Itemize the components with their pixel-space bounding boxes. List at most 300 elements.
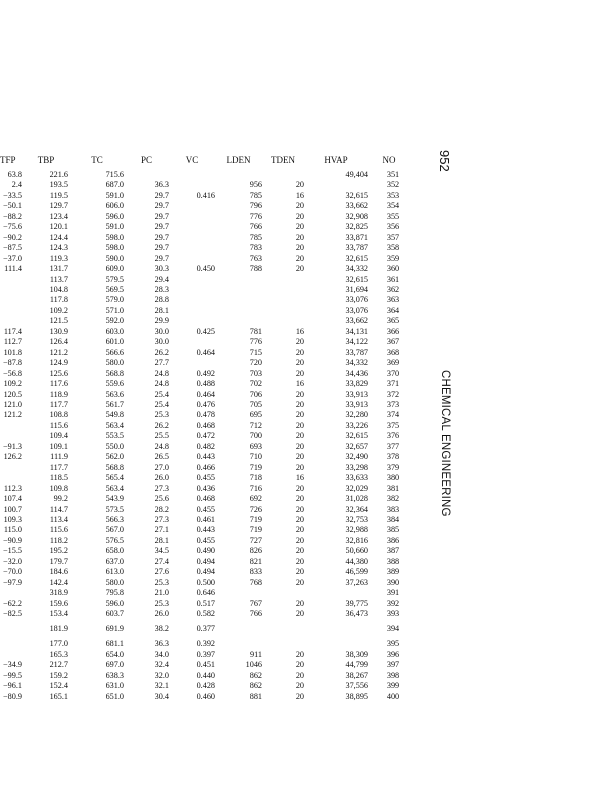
cell-tden: 20: [295, 494, 304, 504]
cell-tbp: 152.4: [49, 681, 68, 691]
cell-pc: 25.6: [154, 494, 169, 504]
cell-lden: 695: [249, 410, 262, 420]
cell-no: 351: [386, 170, 400, 179]
table-row: [0, 546, 410, 556]
cell-hvap: 32,615: [345, 190, 368, 200]
cell-tbp: 117.6: [49, 379, 68, 389]
cell-tfp: −99.5: [3, 670, 22, 680]
cell-tbp: 113.4: [49, 514, 68, 524]
cell-no: 366: [386, 326, 400, 336]
table-row: [0, 295, 410, 305]
cell-vc: 0.436: [196, 483, 215, 493]
cell-tfp: −50.1: [3, 201, 22, 211]
cell-tden: 20: [295, 201, 304, 211]
cell-pc: 29.7: [154, 243, 169, 253]
table-row: [0, 264, 410, 274]
cell-tc: 579.5: [105, 274, 124, 284]
cell-hvap: 39,775: [345, 598, 368, 608]
cell-pc: 30.0: [154, 326, 169, 336]
cell-no: 359: [386, 253, 400, 263]
header-row: [0, 155, 410, 170]
cell-lden: [215, 170, 262, 180]
cell-no: 353: [386, 190, 400, 200]
cell-pc: 34.0: [154, 649, 169, 659]
cell-tfp: −62.2: [3, 598, 22, 608]
cell-tfp: 109.3: [3, 514, 22, 524]
cell-vc: [169, 337, 215, 347]
cell-tfp: −88.2: [3, 211, 22, 221]
cell-tc: 654.0: [105, 649, 124, 659]
cell-pc: 27.6: [154, 567, 169, 577]
cell-tc: 658.0: [105, 546, 124, 556]
cell-lden: 862: [249, 681, 262, 691]
cell-no: 368: [386, 347, 400, 357]
cell-vc: [169, 295, 215, 305]
cell-pc: 29.7: [154, 190, 169, 200]
table-row: [0, 254, 410, 264]
cell-tfp: [0, 431, 22, 441]
cell-lden: 768: [249, 577, 262, 587]
cell-vc: [169, 285, 215, 295]
cell-tfp: 109.2: [3, 379, 22, 389]
cell-no: 376: [386, 431, 400, 441]
cell-pc: 29.7: [154, 222, 169, 232]
cell-tbp: 117.8: [49, 295, 68, 305]
cell-no: 384: [386, 514, 400, 524]
table-header: [0, 155, 410, 170]
cell-tden: 20: [295, 567, 304, 577]
cell-hvap: 32,988: [345, 525, 368, 535]
cell-hvap: 44,380: [345, 556, 368, 566]
table-row: [0, 442, 410, 452]
cell-pc: 27.4: [154, 556, 169, 566]
cell-lden: 826: [249, 546, 262, 556]
cell-no: 370: [386, 368, 400, 378]
cell-lden: 693: [249, 441, 262, 451]
cell-lden: 726: [249, 504, 262, 514]
cell-vc: [169, 170, 215, 180]
cell-no: 364: [386, 305, 400, 315]
cell-no: 383: [386, 504, 400, 514]
cell-tbp: 177.0: [49, 639, 68, 649]
cell-tden: 20: [295, 660, 304, 670]
cell-tfp: −82.5: [3, 609, 22, 619]
cell-tbp: 121.5: [49, 316, 68, 326]
table-row: [0, 671, 410, 681]
cell-tden: 20: [295, 211, 304, 221]
cell-pc: 30.4: [154, 691, 169, 701]
cell-pc: 28.1: [154, 535, 169, 545]
cell-no: 400: [386, 691, 400, 701]
cell-hvap: 38,895: [345, 691, 368, 701]
cell-tden: 16: [295, 190, 304, 200]
cell-hvap: 32,490: [345, 452, 368, 462]
cell-lden: 766: [249, 609, 262, 619]
cell-tden: 20: [295, 483, 304, 493]
cell-vc: 0.517: [196, 598, 215, 608]
cell-tfp: [0, 316, 22, 326]
cell-tden: 20: [295, 222, 304, 232]
table-row: [0, 421, 410, 431]
cell-tden: 20: [295, 462, 304, 472]
cell-tc: 559.6: [105, 379, 124, 389]
cell-tden: 20: [295, 368, 304, 378]
cell-pc: 36.3: [154, 639, 169, 649]
header-tbp: TBP: [37, 155, 55, 165]
cell-tbp: 115.6: [49, 420, 68, 430]
table-row: [0, 316, 410, 326]
cell-hvap: 33,633: [345, 473, 368, 483]
cell-tfp: −33.5: [3, 190, 22, 200]
data-table: [0, 155, 410, 702]
cell-tfp: [0, 463, 22, 473]
cell-lden: 796: [249, 201, 262, 211]
cell-tden: 20: [295, 681, 304, 691]
cell-tbp: 124.4: [49, 232, 68, 242]
cell-lden: 776: [249, 337, 262, 347]
cell-pc: 24.8: [154, 368, 169, 378]
cell-tfp: −97.9: [3, 577, 22, 587]
cell-tden: 20: [295, 347, 304, 357]
cell-tden: 20: [295, 649, 304, 659]
cell-tbp: 117.7: [49, 399, 68, 409]
cell-tfp: −90.9: [3, 535, 22, 545]
cell-vc: 0.472: [196, 431, 215, 441]
cell-tfp: 121.0: [3, 399, 22, 409]
cell-hvap: 32,615: [345, 274, 368, 284]
cell-pc: 32.0: [154, 670, 169, 680]
table-row: [0, 243, 410, 253]
cell-vc: 0.455: [196, 473, 215, 483]
table-row: [0, 567, 410, 577]
cell-no: 369: [386, 358, 400, 368]
cell-pc: 29.7: [154, 211, 169, 221]
table-row: [0, 452, 410, 462]
cell-pc: 28.3: [154, 284, 169, 294]
cell-pc: 34.5: [154, 546, 169, 556]
cell-pc: 26.0: [154, 473, 169, 483]
header-no: NO: [382, 155, 396, 165]
cell-hvap: 33,787: [345, 243, 368, 253]
cell-hvap: 33,662: [345, 201, 368, 211]
cell-tden: [262, 639, 304, 649]
cell-lden: 712: [249, 420, 262, 430]
cell-hvap: 33,226: [345, 420, 368, 430]
cell-tbp: 114.7: [49, 504, 68, 514]
cell-vc: 0.428: [196, 681, 215, 691]
cell-tfp: −87.8: [3, 358, 22, 368]
cell-no: 354: [386, 201, 400, 211]
cell-tden: 20: [295, 598, 304, 608]
cell-vc: [169, 222, 215, 232]
cell-tc: 566.3: [105, 514, 124, 524]
cell-tbp: 179.7: [49, 556, 68, 566]
cell-hvap: 34,122: [345, 337, 368, 347]
cell-tden: 20: [295, 670, 304, 680]
table-row: [0, 639, 410, 649]
cell-pc: 26.5: [154, 452, 169, 462]
cell-no: 380: [386, 473, 400, 483]
cell-hvap: [304, 639, 368, 649]
cell-hvap: 33,787: [345, 347, 368, 357]
cell-no: 367: [386, 337, 400, 347]
table-row: [0, 681, 410, 691]
cell-no: 389: [386, 567, 400, 577]
cell-tfp: 101.8: [3, 347, 22, 357]
cell-tc: 687.0: [105, 180, 124, 190]
cell-hvap: 38,267: [345, 670, 368, 680]
cell-no: 356: [386, 222, 400, 232]
table-row: [0, 692, 410, 702]
cell-pc: 29.9: [154, 316, 169, 326]
cell-tden: 20: [295, 337, 304, 347]
table-row: [0, 431, 410, 441]
table-row: [0, 536, 410, 546]
cell-tc: 613.0: [105, 567, 124, 577]
cell-hvap: 34,436: [345, 368, 368, 378]
cell-tfp: −32.0: [3, 556, 22, 566]
cell-tc: 553.5: [105, 431, 124, 441]
cell-hvap: 32,908: [345, 211, 368, 221]
cell-lden: [215, 619, 262, 639]
cell-tc: 571.0: [105, 305, 124, 315]
cell-tden: [262, 316, 304, 326]
cell-pc: 29.4: [154, 274, 169, 284]
cell-tbp: 181.9: [49, 624, 68, 634]
cell-hvap: 50,660: [345, 546, 368, 556]
cell-lden: 706: [249, 389, 262, 399]
cell-vc: 0.392: [196, 639, 215, 649]
cell-no: 362: [386, 284, 400, 294]
cell-tden: 20: [295, 180, 304, 190]
cell-lden: 719: [249, 514, 262, 524]
cell-no: 375: [386, 420, 400, 430]
cell-tden: 20: [295, 410, 304, 420]
cell-tbp: 130.9: [49, 326, 68, 336]
cell-tfp: 115.0: [3, 525, 22, 535]
table-body: [0, 170, 410, 702]
table-row: [0, 180, 410, 190]
cell-hvap: 32,615: [345, 253, 368, 263]
cell-tbp: 159.6: [49, 598, 68, 608]
cell-pc: 29.7: [154, 232, 169, 242]
cell-no: 388: [386, 556, 400, 566]
cell-pc: 27.0: [154, 462, 169, 472]
cell-tden: 20: [295, 389, 304, 399]
cell-tbp: 129.7: [49, 201, 68, 211]
cell-tc: 569.5: [105, 284, 124, 294]
cell-tc: 637.0: [105, 556, 124, 566]
cell-vc: 0.490: [196, 546, 215, 556]
cell-tc: 681.1: [105, 639, 124, 649]
cell-lden: 727: [249, 535, 262, 545]
table-row: [0, 348, 410, 358]
cell-tbp: 117.7: [49, 462, 68, 472]
cell-tden: [262, 295, 304, 305]
cell-pc: 36.3: [154, 180, 169, 190]
cell-tden: 20: [295, 535, 304, 545]
cell-hvap: 32,615: [345, 431, 368, 441]
cell-lden: 692: [249, 494, 262, 504]
cell-hvap: 33,913: [345, 389, 368, 399]
cell-tc: 580.0: [105, 577, 124, 587]
cell-vc: [169, 306, 215, 316]
cell-lden: [215, 295, 262, 305]
table-row: [0, 369, 410, 379]
cell-vc: 0.425: [196, 326, 215, 336]
cell-pc: 29.7: [154, 253, 169, 263]
cell-tc: 592.0: [105, 316, 124, 326]
cell-tbp: 109.4: [49, 431, 68, 441]
cell-tc: 606.0: [105, 201, 124, 211]
table-row: [0, 212, 410, 222]
cell-no: 357: [386, 232, 400, 242]
cell-no: 396: [386, 649, 400, 659]
cell-tden: 16: [295, 379, 304, 389]
table-row: [0, 379, 410, 389]
table-row: [0, 463, 410, 473]
cell-no: 398: [386, 670, 400, 680]
cell-pc: 26.2: [154, 420, 169, 430]
cell-pc: 27.3: [154, 514, 169, 524]
cell-tc: 715.6: [105, 170, 124, 179]
cell-tc: 565.4: [105, 473, 124, 483]
cell-tden: 20: [295, 556, 304, 566]
cell-tbp: 193.5: [49, 180, 68, 190]
cell-no: 355: [386, 211, 400, 221]
cell-pc: 28.1: [154, 305, 169, 315]
cell-tfp: [0, 295, 22, 305]
cell-tden: 20: [295, 691, 304, 701]
cell-no: 360: [386, 264, 400, 274]
cell-tden: 16: [295, 326, 304, 336]
cell-no: 385: [386, 525, 400, 535]
cell-tc: 562.0: [105, 452, 124, 462]
cell-vc: 0.397: [196, 649, 215, 659]
cell-tden: 20: [295, 609, 304, 619]
cell-vc: 0.494: [196, 567, 215, 577]
table-row: [0, 400, 410, 410]
table-row: [0, 578, 410, 588]
cell-tc: 603.7: [105, 609, 124, 619]
cell-vc: 0.646: [196, 588, 215, 598]
cell-pc: 25.3: [154, 577, 169, 587]
cell-tbp: 165.1: [49, 691, 68, 701]
cell-tfp: [0, 639, 22, 649]
cell-tbp: 153.4: [49, 609, 68, 619]
cell-no: 390: [386, 577, 400, 587]
cell-pc: 32.4: [154, 660, 169, 670]
cell-vc: 0.455: [196, 504, 215, 514]
cell-tden: 20: [295, 232, 304, 242]
cell-tbp: 109.8: [49, 483, 68, 493]
cell-tc: 568.8: [105, 368, 124, 378]
cell-vc: 0.482: [196, 441, 215, 451]
cell-hvap: 31,694: [345, 284, 368, 294]
table-row: [0, 473, 410, 483]
cell-hvap: 32,657: [345, 441, 368, 451]
cell-tbp: 126.4: [49, 337, 68, 347]
running-head: CHEMICAL ENGINEERING: [439, 370, 451, 517]
cell-no: 374: [386, 410, 400, 420]
cell-lden: 788: [249, 264, 262, 274]
cell-hvap: 34,332: [345, 264, 368, 274]
cell-tfp: [0, 650, 22, 660]
cell-hvap: 32,364: [345, 504, 368, 514]
cell-vc: [169, 316, 215, 326]
cell-pc: 25.3: [154, 598, 169, 608]
cell-tfp: [0, 306, 22, 316]
cell-tbp: 115.6: [49, 525, 68, 535]
cell-tfp: −80.9: [3, 691, 22, 701]
cell-tc: 550.0: [105, 441, 124, 451]
cell-vc: 0.476: [196, 399, 215, 409]
cell-tbp: 165.3: [49, 649, 68, 659]
cell-tbp: 184.6: [49, 567, 68, 577]
cell-lden: 776: [249, 211, 262, 221]
cell-pc: 26.2: [154, 347, 169, 357]
cell-tc: 596.0: [105, 598, 124, 608]
cell-lden: 700: [249, 431, 262, 441]
cell-hvap: 37,263: [345, 577, 368, 587]
cell-no: 394: [386, 624, 400, 634]
cell-tc: 638.3: [105, 670, 124, 680]
cell-lden: 719: [249, 462, 262, 472]
cell-pc: 24.8: [154, 379, 169, 389]
cell-no: 361: [386, 274, 400, 284]
table-row: [0, 484, 410, 494]
cell-lden: 710: [249, 452, 262, 462]
cell-no: 386: [386, 535, 400, 545]
table-row: [0, 191, 410, 201]
cell-no: 377: [386, 441, 400, 451]
cell-lden: 1046: [245, 660, 262, 670]
table-row: [0, 337, 410, 347]
cell-tden: [262, 285, 304, 295]
cell-lden: 763: [249, 253, 262, 263]
table-row: [0, 619, 410, 639]
cell-tden: 20: [295, 420, 304, 430]
cell-pc: 25.5: [154, 431, 169, 441]
cell-vc: 0.377: [196, 624, 215, 634]
cell-tbp: 104.8: [49, 284, 68, 294]
header-tfp: TFP: [0, 155, 16, 165]
cell-tfp: −87.5: [3, 243, 22, 253]
cell-hvap: [304, 619, 368, 639]
cell-vc: 0.451: [196, 660, 215, 670]
cell-tbp: 124.9: [49, 358, 68, 368]
cell-tbp: 118.2: [49, 535, 68, 545]
cell-tfp: [0, 285, 22, 295]
cell-vc: 0.582: [196, 609, 215, 619]
cell-lden: 862: [249, 670, 262, 680]
cell-vc: 0.488: [196, 379, 215, 389]
cell-vc: 0.494: [196, 556, 215, 566]
table-row: [0, 494, 410, 504]
cell-tden: [262, 306, 304, 316]
cell-vc: 0.464: [196, 389, 215, 399]
table-row: [0, 505, 410, 515]
cell-vc: 0.468: [196, 420, 215, 430]
cell-vc: 0.455: [196, 535, 215, 545]
cell-pc: 28.2: [154, 504, 169, 514]
cell-vc: 0.450: [196, 264, 215, 274]
cell-hvap: 32,816: [345, 535, 368, 545]
cell-lden: 720: [249, 358, 262, 368]
cell-tc: 651.0: [105, 691, 124, 701]
cell-tbp: 318.9: [49, 588, 68, 598]
cell-tfp: [0, 619, 22, 639]
